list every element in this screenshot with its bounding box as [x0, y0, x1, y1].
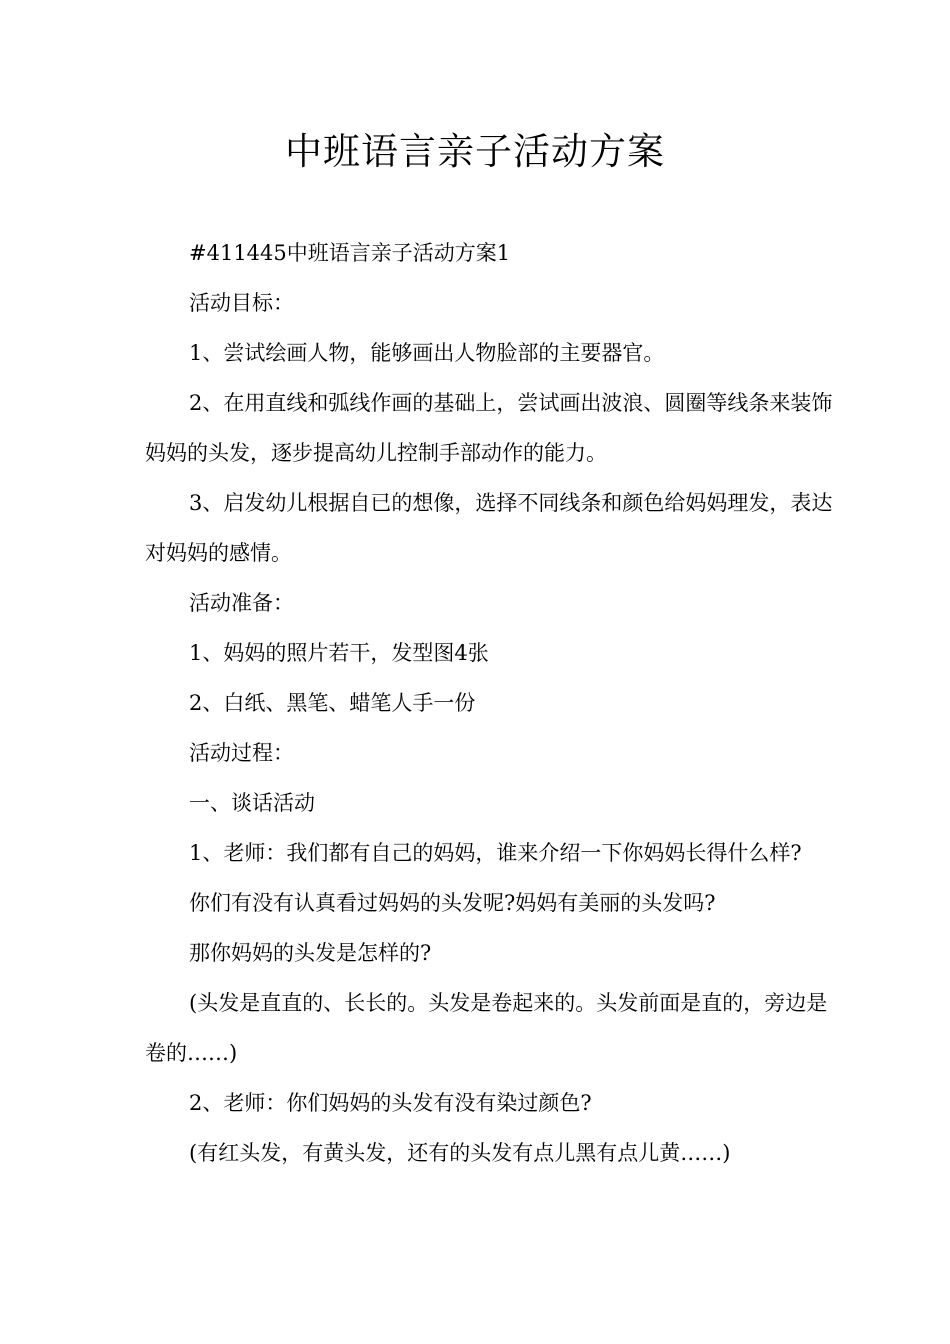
- paragraph-goal-2: 2、在用直线和弧线作画的基础上，尝试画出波浪、圆圈等线条来装饰妈妈的头发，逐步提高幼儿控制手部动作的能力。: [145, 391, 833, 465]
- paragraph-goal-1: 1、尝试绘画人物，能够画出人物脸部的主要器官。: [189, 341, 665, 365]
- paragraph-prep-1: 1、妈妈的照片若干，发型图4张: [189, 641, 489, 665]
- paragraph-answer-2: (有红头发，有黄头发，还有的头发有点儿黑有点儿黄……): [189, 1141, 731, 1165]
- paragraph-question-1: 你们有没有认真看过妈妈的头发呢?妈妈有美丽的头发吗?: [189, 891, 716, 915]
- document-body: [145, 228, 835, 1178]
- paragraph-heading-ref: #411445中班语言亲子活动方案1: [189, 241, 511, 265]
- paragraph-answer-1: (头发是直直的、长长的。头发是卷起来的。头发前面是直的，旁边是卷的……): [145, 991, 828, 1065]
- paragraph-question-2: 那你妈妈的头发是怎样的?: [189, 941, 432, 965]
- paragraph-goals-heading: 活动目标：: [189, 291, 294, 315]
- paragraph-goal-3: 3、启发幼儿根据自已的想像，选择不同线条和颜色给妈妈理发，表达对妈妈的感情。: [145, 491, 833, 565]
- paragraph-process-heading: 活动过程：: [189, 741, 294, 765]
- paragraph-prep-heading: 活动准备：: [189, 591, 294, 615]
- paragraph-step-2: 2、老师：你们妈妈的头发有没有染过颜色?: [189, 1091, 592, 1115]
- document-title: 中班语言亲子活动方案: [285, 130, 665, 173]
- paragraph-section-1: 一、谈话活动: [189, 791, 315, 815]
- paragraph-step-1: 1、老师：我们都有自己的妈妈，谁来介绍一下你妈妈长得什么样?: [189, 841, 802, 865]
- paragraph-prep-2: 2、白纸、黑笔、蜡笔人手一份: [189, 691, 476, 715]
